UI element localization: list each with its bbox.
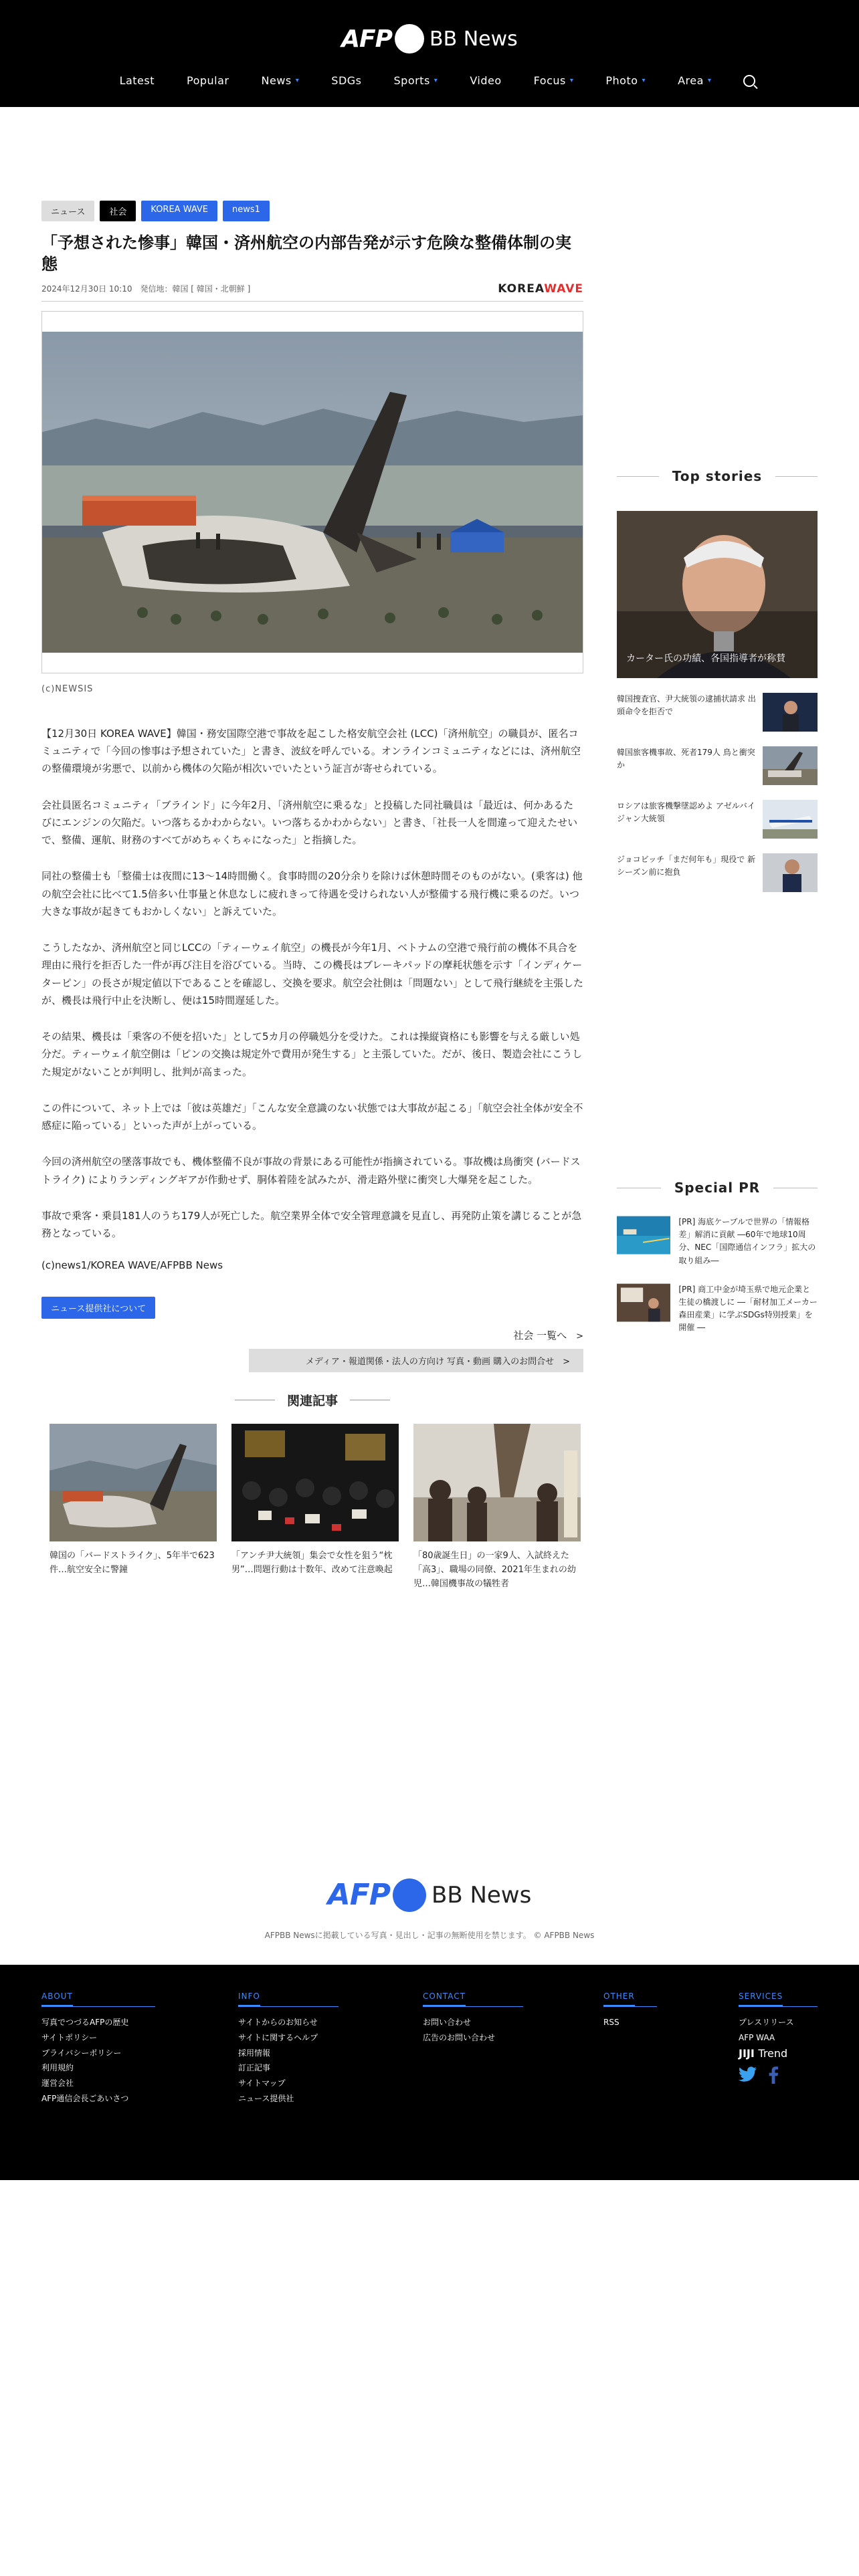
- top-story-thumb: [763, 693, 818, 732]
- news-provider-button[interactable]: ニュース提供社について: [41, 1297, 155, 1319]
- special-pr-heading-text: Special PR: [674, 1180, 761, 1196]
- nav-area[interactable]: [662, 74, 727, 87]
- article-date-location: 2024年12月30日 10:10 発信地：韓国 [ 韓国・北朝鮮 ]: [41, 284, 251, 294]
- top-stories-heading: [617, 468, 818, 484]
- site-header: [0, 0, 859, 107]
- photo-credit: (c)NEWSIS: [41, 683, 94, 694]
- tag-society[interactable]: 社会: [100, 201, 136, 221]
- nav-label: News: [261, 74, 292, 87]
- footer-col-info: [238, 1989, 339, 2107]
- special-pr: [617, 1180, 818, 1335]
- footer-link[interactable]: 利用規約: [41, 2063, 74, 2073]
- pr-thumb-ocean: [617, 1216, 670, 1255]
- related-caption: 韓国の「バードストライク」、5年半で623件…航空安全に警鐘: [50, 1551, 215, 1576]
- top-stories-list: [617, 693, 818, 892]
- special-pr-heading: [617, 1180, 818, 1196]
- footer-heading: INFO: [238, 1992, 260, 2006]
- article-meta: [41, 282, 583, 302]
- media-contact-bar[interactable]: メディア・報道関係・法人の方向け 写真・動画 購入のお問合せ >: [249, 1349, 583, 1372]
- related-thumb-crowd: [231, 1424, 399, 1541]
- chevron-down-icon: ▾: [295, 76, 300, 84]
- footer-heading: SERVICES: [739, 1992, 783, 2006]
- logo-afp-text: AFP: [341, 25, 393, 53]
- pr-title: [PR] 商工中金が埼玉県で地元企業と生徒の橋渡しに ―「耐材加工メーカー 森田産業」に学ぶSDGs特別授業」を開催 ―: [678, 1284, 818, 1333]
- nav-news[interactable]: [246, 74, 316, 87]
- footer-link[interactable]: サイトからのお知らせ: [238, 2018, 318, 2027]
- footer-link[interactable]: AFP通信会長ごあいさつ: [41, 2093, 129, 2103]
- chevron-down-icon: ▾: [642, 76, 646, 84]
- twitter-icon[interactable]: [739, 2066, 757, 2082]
- top-story-item[interactable]: [617, 853, 818, 892]
- article-paragraph: その結果、機長は「乗客の不便を招いた」として5カ月の停職処分を受けた。これは操縦資格にも影響を与える厳しい処分だ。ティーウェイ航空側は「ピンの交換は規定外で費用が発生する」と主張していた。だが、後日、製造会社にこうした規定がないことが判明し、批判が高まった。: [41, 1031, 583, 1078]
- search-icon[interactable]: [743, 75, 755, 87]
- chevron-right-icon: >: [576, 1331, 583, 1342]
- pr-item[interactable]: [617, 1216, 818, 1267]
- footer-col-about: [41, 1989, 155, 2107]
- article-photo[interactable]: [41, 311, 583, 673]
- article-paragraph: 事故で乗客・乗員181人のうち179人が死亡した。航空業界全体で安全管理意識を見直し、再発防止策を講じることが急務となっている。: [41, 1209, 582, 1240]
- feature-caption: カーター氏の功績、各国指導者が称賛: [626, 653, 785, 664]
- site-footer: [0, 1965, 859, 2180]
- category-list-label: 社会 一覧へ: [513, 1329, 567, 1342]
- tag-news1[interactable]: news1: [223, 201, 270, 221]
- top-story-thumb: [763, 853, 818, 892]
- footer-link[interactable]: サイトポリシー: [41, 2032, 98, 2042]
- related-article-card[interactable]: [231, 1424, 399, 1591]
- related-caption: 「80歳誕生日」の一家9人、入試終えた「高3」、職場の同僚、2021年生まれの幼児…韓国機事故の犠牲者: [413, 1551, 576, 1589]
- nav-label: Sports: [393, 74, 430, 87]
- category-list-link[interactable]: [41, 1328, 583, 1342]
- nav-label: Video: [470, 74, 502, 87]
- article-paragraph: この件について、ネット上では「彼は英雄だ」「こんな安全意識のない状態では大事故が起こる」「航空会社全体が安全不感症に陥っている」といった声が上がっている。: [41, 1101, 583, 1132]
- footer-link[interactable]: お問い合わせ: [423, 2018, 472, 2027]
- nav-sdgs[interactable]: [315, 74, 377, 87]
- logo-bb-text: BB News: [430, 27, 518, 51]
- footer-link[interactable]: サイトに関するヘルプ: [238, 2032, 318, 2042]
- footer-link[interactable]: 訂正記事: [238, 2063, 271, 2073]
- related-article-card[interactable]: [413, 1424, 581, 1591]
- footer-link[interactable]: RSS: [603, 2018, 619, 2027]
- footer-link[interactable]: 運営会社: [41, 2078, 74, 2088]
- crash-photo: [42, 332, 583, 653]
- trend-text: Trend: [758, 2046, 788, 2060]
- related-caption: 「アンチ尹大統領」集会で女性を狙う“枕男”…問題行動は十数年、改めて注意喚起: [231, 1551, 393, 1576]
- related-heading-text: 関連記事: [286, 1394, 338, 1409]
- divider: [617, 476, 659, 477]
- article-paragraph: 同社の整備士も「整備士は夜間に13～14時間働く。食事時間の20分余りを除けば休憩時間そのものがない。(乗客は) 他の航空会社に比べて1.5倍多い仕事量と休息なしに疲れきって待遇を受けられない人が整備する飛行機に乗るのだ。いつ大きな事故が起きてもおかしくない」と訴えていた。: [41, 870, 583, 918]
- article-paragraph: 今回の済州航空の墜落事故でも、機体整備不良が事故の背景にある可能性が指摘されている。事故機は鳥衝突 (バードストライク) によりランディングギアが作動せず、胴体着陸を試みたが、滑走路外壁に衝突し大爆発を起こした。: [41, 1156, 581, 1186]
- top-story-title: 韓国旅客機事故、死者179人 鳥と衝突か: [617, 748, 755, 770]
- article-source: (c)news1/KOREA WAVE/AFPBB News: [41, 1259, 223, 1272]
- article-paragraph: 【12月30日 KOREA WAVE】韓国・務安国際空港で事故を起こした格安航空会社 (LCC)「済州航空」の職員が、匿名コミュニティで「今回の惨事は予想されていた」と書き、波紋を呼んでいる。オンラインコミュニティなどには、済州航空の整備環境が劣悪で、以前から機体の欠陥が相次いでいたという証言が寄せられている。: [41, 727, 581, 775]
- top-stories-heading-text: Top stories: [672, 468, 763, 484]
- footer-link[interactable]: 写真でつづるAFPの歴史: [41, 2018, 129, 2027]
- top-story-thumb: [763, 800, 818, 839]
- nav-label: Area: [678, 74, 704, 87]
- jiji-trend-logo[interactable]: [739, 2047, 818, 2060]
- nav-label: Photo: [605, 74, 638, 87]
- pr-title: [PR] 海底ケーブルで世界の「情報格差」解消に貢献 ―60年で地球10周分、NEC「国際通信インフラ」拡大の取り組み―: [678, 1217, 816, 1265]
- top-story-item[interactable]: [617, 693, 818, 732]
- article-body: [41, 725, 583, 1272]
- logo-wave-text: WAVE: [544, 282, 583, 296]
- nav-sports[interactable]: [378, 74, 454, 87]
- tag-korea-wave[interactable]: KOREA WAVE: [141, 201, 217, 221]
- tag-news[interactable]: ニュース: [41, 201, 94, 221]
- related-thumb-mourners: [413, 1424, 581, 1541]
- related-heading: [41, 1391, 583, 1409]
- top-story-item[interactable]: [617, 746, 818, 785]
- nav-video[interactable]: [454, 74, 517, 87]
- social-links: [739, 2066, 818, 2084]
- top-story-title: 韓国捜査官、尹大統領の逮捕状請求 出頭命令を拒否で: [617, 694, 756, 717]
- chevron-down-icon: ▾: [434, 76, 438, 84]
- pr-item[interactable]: [617, 1283, 818, 1335]
- korea-wave-logo[interactable]: [498, 282, 583, 296]
- sidebar: [617, 468, 818, 1351]
- footer-heading: ABOUT: [41, 1992, 73, 2006]
- footer-link[interactable]: AFP WAA: [739, 2032, 775, 2042]
- logo-korea-text: KOREA: [498, 282, 545, 296]
- related-articles: [41, 1424, 583, 1591]
- footer-col-other: [603, 1989, 657, 2030]
- related-article-card[interactable]: [50, 1424, 217, 1591]
- footer-link[interactable]: ニュース提供社: [238, 2093, 294, 2103]
- site-logo[interactable]: [0, 24, 859, 53]
- footer-heading: OTHER: [603, 1992, 635, 2006]
- top-story-thumb: [763, 746, 818, 785]
- logo-dot-icon: [395, 24, 424, 53]
- top-story-title: ロシアは旅客機撃墜認めよ アゼルバイジャン大統領: [617, 801, 755, 824]
- footer-col-contact: [423, 1989, 523, 2046]
- copyright-notice: AFPBB Newsに掲載している写真・見出し・記事の無断使用を禁じます。 © AFPBB News: [264, 1931, 595, 1940]
- article-title: 「予想された惨事」韓国・済州航空の内部告発が示す危険な整備体制の実態: [41, 233, 571, 274]
- divider: [775, 476, 818, 477]
- footer-logo[interactable]: [0, 1878, 859, 1912]
- top-story-title: ジョコビッチ「まだ何年も」現役で 新シーズン前に抱負: [617, 855, 756, 877]
- chevron-down-icon: ▾: [569, 76, 574, 84]
- footer-logo-afp: AFP: [327, 1878, 390, 1912]
- footer-col-services: [739, 1989, 818, 2084]
- footer-heading: CONTACT: [423, 1992, 466, 2006]
- nav-focus[interactable]: [518, 74, 590, 87]
- nav-label: Focus: [533, 74, 566, 87]
- footer-link[interactable]: 広告のお問い合わせ: [423, 2032, 496, 2042]
- nav-latest[interactable]: [104, 74, 171, 87]
- nav-label: Popular: [187, 74, 229, 87]
- related-thumb-crash: [50, 1424, 217, 1541]
- tag-list: [41, 201, 583, 221]
- footer-link[interactable]: 採用情報: [238, 2048, 271, 2058]
- footer-logo-dot-icon: [393, 1879, 426, 1912]
- article-paragraph: こうしたなか、済州航空と同じLCCの「ティーウェイ航空」の機長が今年1月、ベトナムの空港で飛行前の機体不具合を理由に飛行を拒否した一件が再び注目を浴びている。当時、この機長はブレーキパッドの摩耗状態を示す「インディケーターピン」の長さが規定値以下であることを確認し、交換を要求。航空会社側は「問題ない」として飛行継続を主張したが、機長は飛行中止を決断し、便は15時間遅延した。: [41, 942, 584, 1006]
- top-story-item[interactable]: [617, 800, 818, 839]
- article: [41, 201, 583, 1592]
- jiji-text: JIJI: [739, 2046, 755, 2060]
- footer-link[interactable]: サイトマップ: [238, 2078, 286, 2088]
- nav-label: Latest: [119, 74, 155, 87]
- pr-thumb-classroom: [617, 1283, 670, 1322]
- nav-label: SDGs: [331, 74, 362, 87]
- nav-popular[interactable]: [171, 74, 246, 87]
- main-nav: [0, 74, 859, 87]
- nav-photo[interactable]: [589, 74, 662, 87]
- chevron-down-icon: ▾: [707, 76, 712, 84]
- article-paragraph: 会社員匿名コミュニティ「ブラインド」に今年2月、「済州航空に乗るな」と投稿した同社職員は「最近は、何かあるたびにエンジンの欠陥だ。いつ落ちるかわからない。いつ落ちるかわからない」と書き、「社長一人を間違って迎えたせいで、整備、運航、財務のすべてがめちゃくちゃになった」と指摘した。: [41, 798, 578, 847]
- footer-link[interactable]: プライバシーポリシー: [41, 2048, 122, 2058]
- footer-logo-bb: BB News: [432, 1881, 532, 1909]
- footer-link[interactable]: プレスリリース: [739, 2018, 794, 2027]
- top-story-feature[interactable]: [617, 511, 818, 678]
- facebook-icon[interactable]: [768, 2066, 779, 2084]
